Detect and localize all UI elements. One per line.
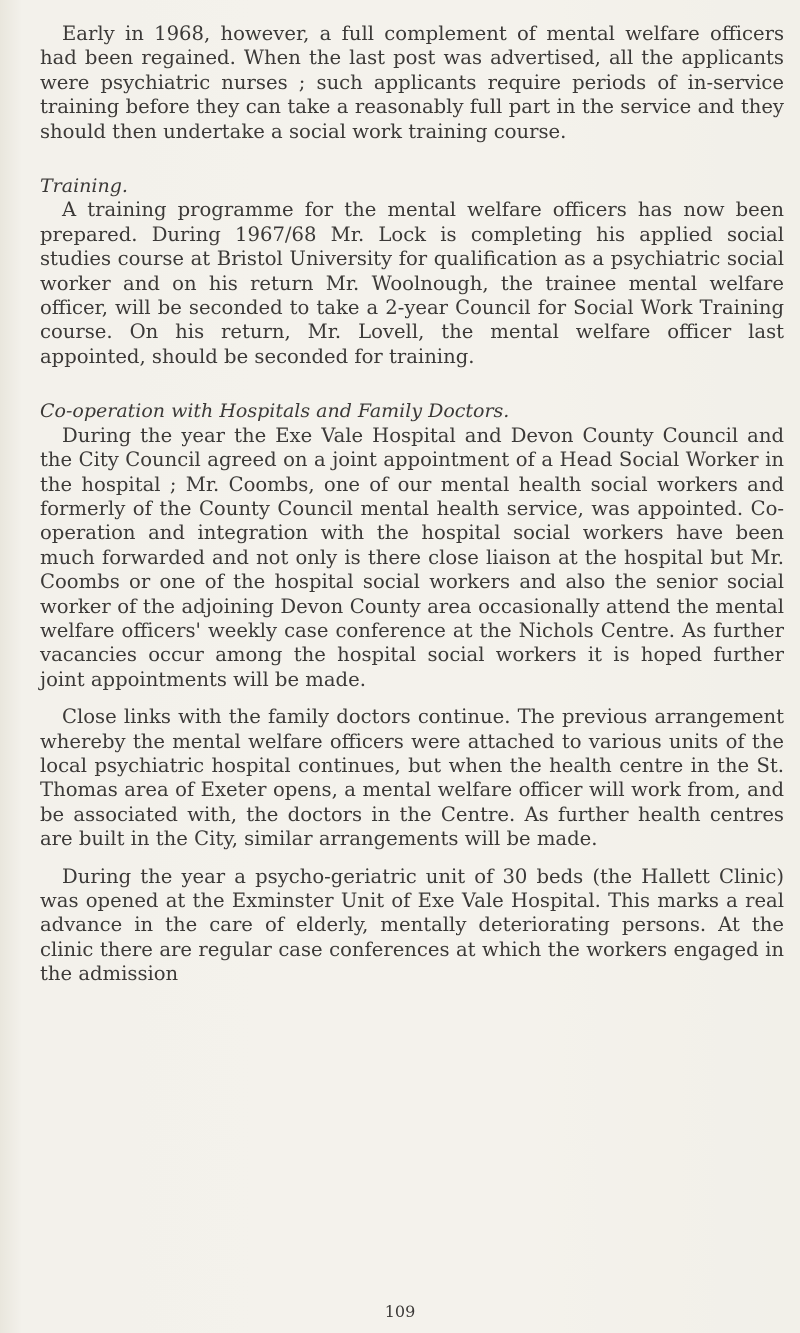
paragraph-cooperation-2: Close links with the family doctors continue. The previous arrangement whereby the mental welfare officers were attached to various units of the local psychiatric hospital continues, but when the health centre in the St. Thomas area of Exeter opens, a mental welfare officer will work from, and be associated with, the doctors in the Centre. As further health centres are built in the City, similar arrangements will be made. [40,705,784,851]
paragraph-intro: Early in 1968, however, a full complement of mental welfare officers had been regained. When the last post was advertised, all the applicants were psychiatric nurses ; such applicants require periods of in-service training before they can take a reasonably full part in the service and they should then undertake a social work training course. [40,22,784,143]
paragraph-gap [40,852,784,865]
heading-training: Training. [40,175,128,198]
heading-cooperation: Co-operation with Hospitals and Family Doctors. [40,400,510,423]
paragraph-training: A training programme for the mental welfare officers has now been prepared. During 1967/68 Mr. Lock is completing his applied social studies course at Bristol University for qualification as a psychiatric social worker and on his return Mr. Woolnough, the trainee mental welfare officer, will be seconded to take a 2-year Council for Social Work Training course. On his return, Mr. Lovell, the mental welfare officer last appointed, should be seconded for training. [40,198,784,368]
paragraph-cooperation-3: During the year a psycho-geriatric unit of 30 beds (the Hallett Clinic) was opened at the Exminster Unit of Exe Vale Hospital. This marks a real advance in the care of elderly, mentally deteriorating persons. At the clinic there are regular case conferences at which the workers engaged in the admission [40,864,784,986]
page-number: 109 [384,1302,416,1321]
document-body [40,22,784,987]
paragraph-gap [40,692,784,705]
paragraph-cooperation-1: During the year the Exe Vale Hospital and Devon County Council and the City Council agreed on a joint appointment of a Head Social Worker in the hospital ; Mr. Coombs, one of our mental health social workers and formerly of the County Council mental health service, was appointed. Co-operation and integration with the hospital social workers have been much forwarded and not only is there close liaison at the hospital but Mr. Coombs or one of the hospital social workers and also the senior social worker of the adjoining Devon County area occasionally attend the mental welfare officers' weekly case conference at the Nichols Centre. As further vacancies occur among the hospital social workers it is hoped further joint appointments will be made. [40,423,784,691]
section-gap [40,369,784,399]
section-gap [40,144,784,174]
